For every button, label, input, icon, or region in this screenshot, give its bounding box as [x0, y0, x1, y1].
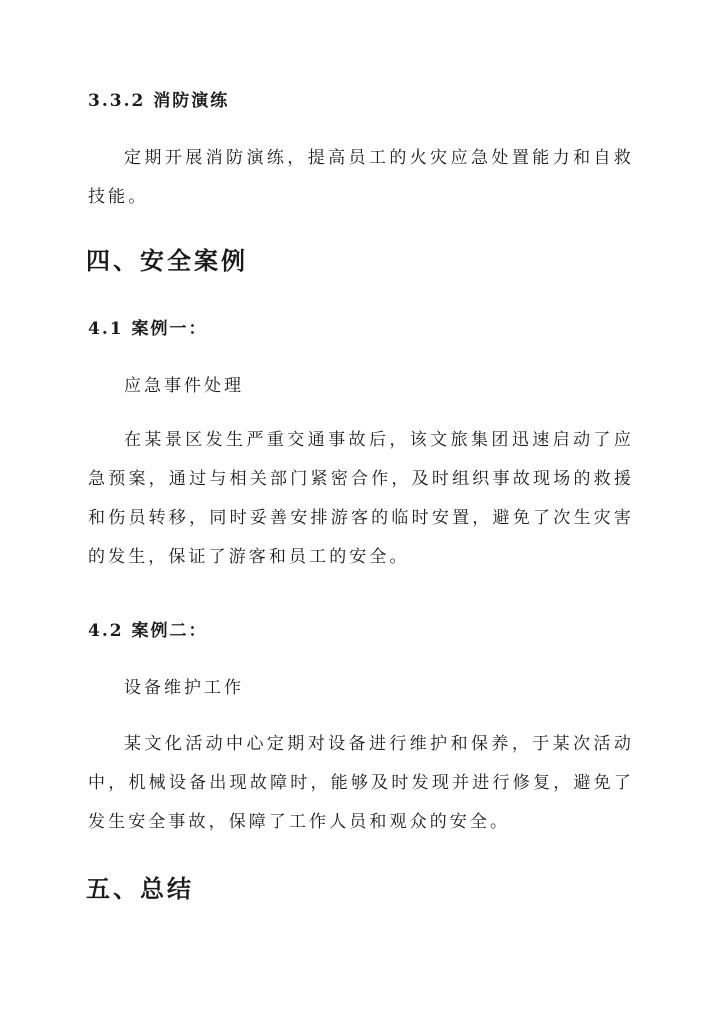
- section-5-heading: 五、总结: [86, 874, 194, 903]
- section-3-3-2-paragraph: 定期开展消防演练，提高员工的火灾应急处置能力和自救技能。: [88, 148, 634, 207]
- section-4-1-subtitle: 应急事件处理: [124, 376, 244, 396]
- section-4-1-paragraph: 在某景区发生严重交通事故后，该文旅集团迅速启动了应急预案，通过与相关部门紧密合作，及时组织事故现场的救援和伤员转移，同时妥善安排游客的临时安置，避免了次生灾害的发生，保证了游客和员工的安全。: [88, 430, 634, 567]
- section-4-2-heading: 4.2 案例二：: [88, 621, 208, 641]
- section-3-3-2-heading: 3.3.2 消防演练: [88, 91, 230, 111]
- section-4-2-subtitle: 设备维护工作: [124, 678, 244, 698]
- section-4-1-heading: 4.1 案例一：: [88, 319, 208, 339]
- section-4-2-paragraph: 某文化活动中心定期对设备进行维护和保养，于某次活动中，机械设备出现故障时，能够及时发现并进行修复，避免了发生安全事故，保障了工作人员和观众的安全。: [88, 734, 634, 832]
- section-4-heading: 四、安全案例: [86, 246, 248, 275]
